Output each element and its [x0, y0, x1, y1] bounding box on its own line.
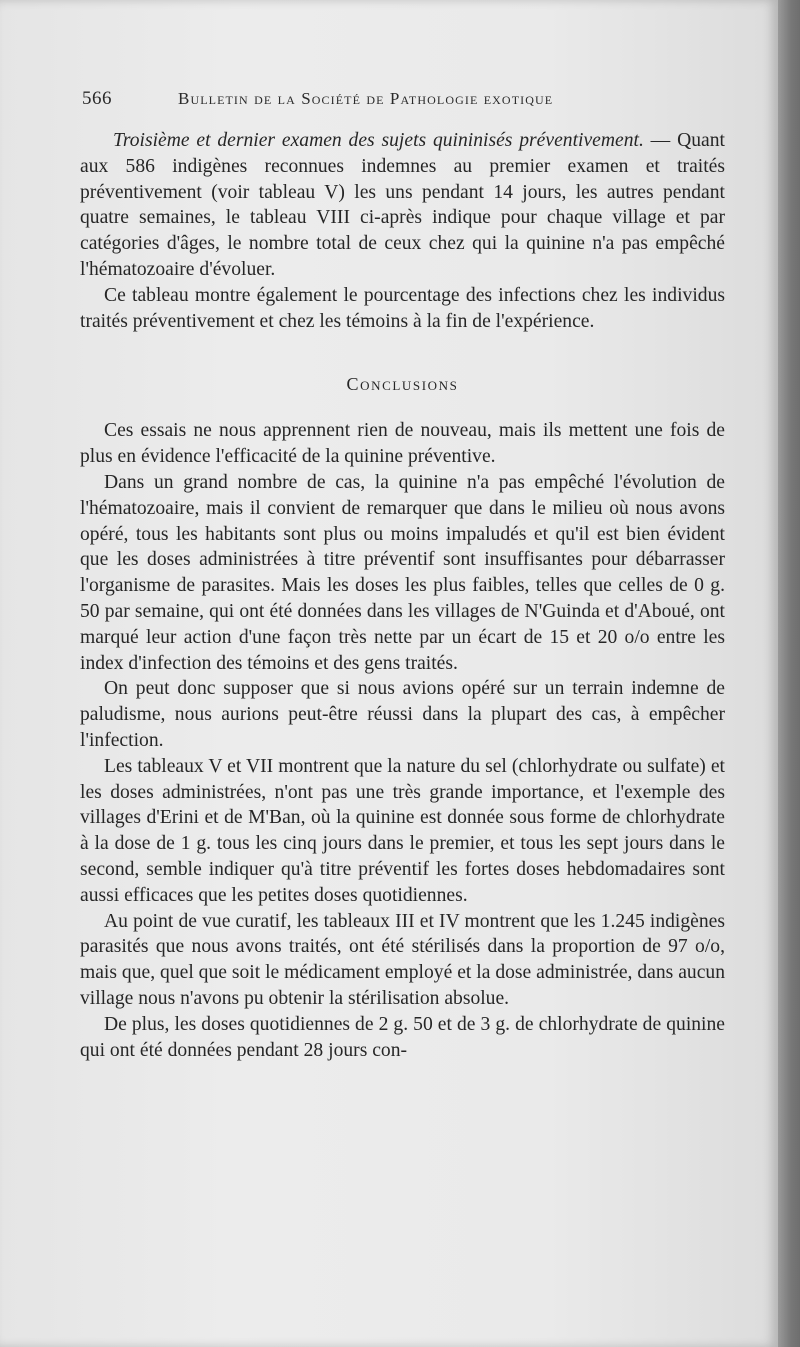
conclusion-paragraph-1: Ces essais ne nous apprennent rien de nouveau, mais ils mettent une fois de plus en évidence l'efficacité de la quinine préventive.	[80, 420, 725, 468]
page-header	[82, 88, 724, 114]
paragraph-third-exam-body: — Quant aux 586 indigènes reconnues indemnes au premier examen et traités préventivement (voir tableau V) les uns pendant 14 jours, les autres pendant quatre semaines, le tableau VIII ci-après indique pour chaque village et par catégories d'âges, le nombre total de ceux chez qui la quinine n'a pas empêché l'hématozoaire d'évoluer.	[80, 130, 725, 280]
page-edge-shadow	[778, 0, 800, 1347]
section-title-conclusions: Conclusions	[346, 374, 459, 395]
conclusion-paragraph-6: De plus, les doses quotidiennes de 2 g. 50 et de 3 g. de chlorhydrate de quinine qui ont été données pendant 28 jours con-	[80, 1013, 725, 1061]
conclusion-paragraph-4: Les tableaux V et VII montrent que la nature du sel (chlorhydrate ou sulfate) et les doses administrées, n'ont pas une très grande importance, et l'exemple des villages d'Erini et de M'Ban, où la quinine est donnée sous forme de chlorhydrate à la dose de 1 g. tous les cinq jours dans le premier, et tous les sept jours dans le second, semble indiquer qu'à titre préventif les fortes doses hebdomadaires sont aussi efficaces que les petites doses quotidiennes.	[80, 755, 725, 906]
paragraph-table-percentage: Ce tableau montre également le pourcentage des infections chez les individus traités préventivement et chez les témoins à la fin de l'expérience.	[80, 284, 725, 332]
conclusion-paragraph-5: Au point de vue curatif, les tableaux III et IV montrent que les 1.245 indigènes parasités que nous avons traités, ont été stérilisés dans la proportion de 97 o/o, mais que, quel que soit le médicament employé et la dose administrée, dans aucun village nous n'avons pu obtenir la stérilisation absolue.	[80, 910, 725, 1009]
conclusion-paragraph-2: Dans un grand nombre de cas, la quinine n'a pas empêché l'évolution de l'hématozoaire, mais il convient de remarquer que dans le milieu où nous avons opéré, tous les habitants sont plus ou moins impaludés et qu'il est bien évident que les doses administrées à titre préventif sont insuffisantes pour débarrasser l'organisme de parasites. Mais les doses les plus faibles, telles que celles de 0 g. 50 par semaine, qui ont été données dans les villages de N'Guinda et d'Aboué, ont marqué leur action d'une façon très nette par un écart de 15 et 20 o/o entre les index d'infection des témoins et des gens traités.	[80, 471, 725, 674]
conclusion-paragraph-3: On peut donc supposer que si nous avions opéré sur un terrain indemne de paludisme, nous aurions peut-être réussi dans la plupart des cas, à empêcher l'infection.	[80, 678, 725, 751]
italic-subheading: Troisième et dernier examen des sujets quininisés préventivement.	[113, 130, 644, 151]
body-text	[80, 128, 725, 1063]
paragraph-third-exam	[80, 128, 725, 283]
page-number: 566	[82, 88, 112, 109]
running-title: Bulletin de la Société de Pathologie exotique	[178, 89, 554, 108]
